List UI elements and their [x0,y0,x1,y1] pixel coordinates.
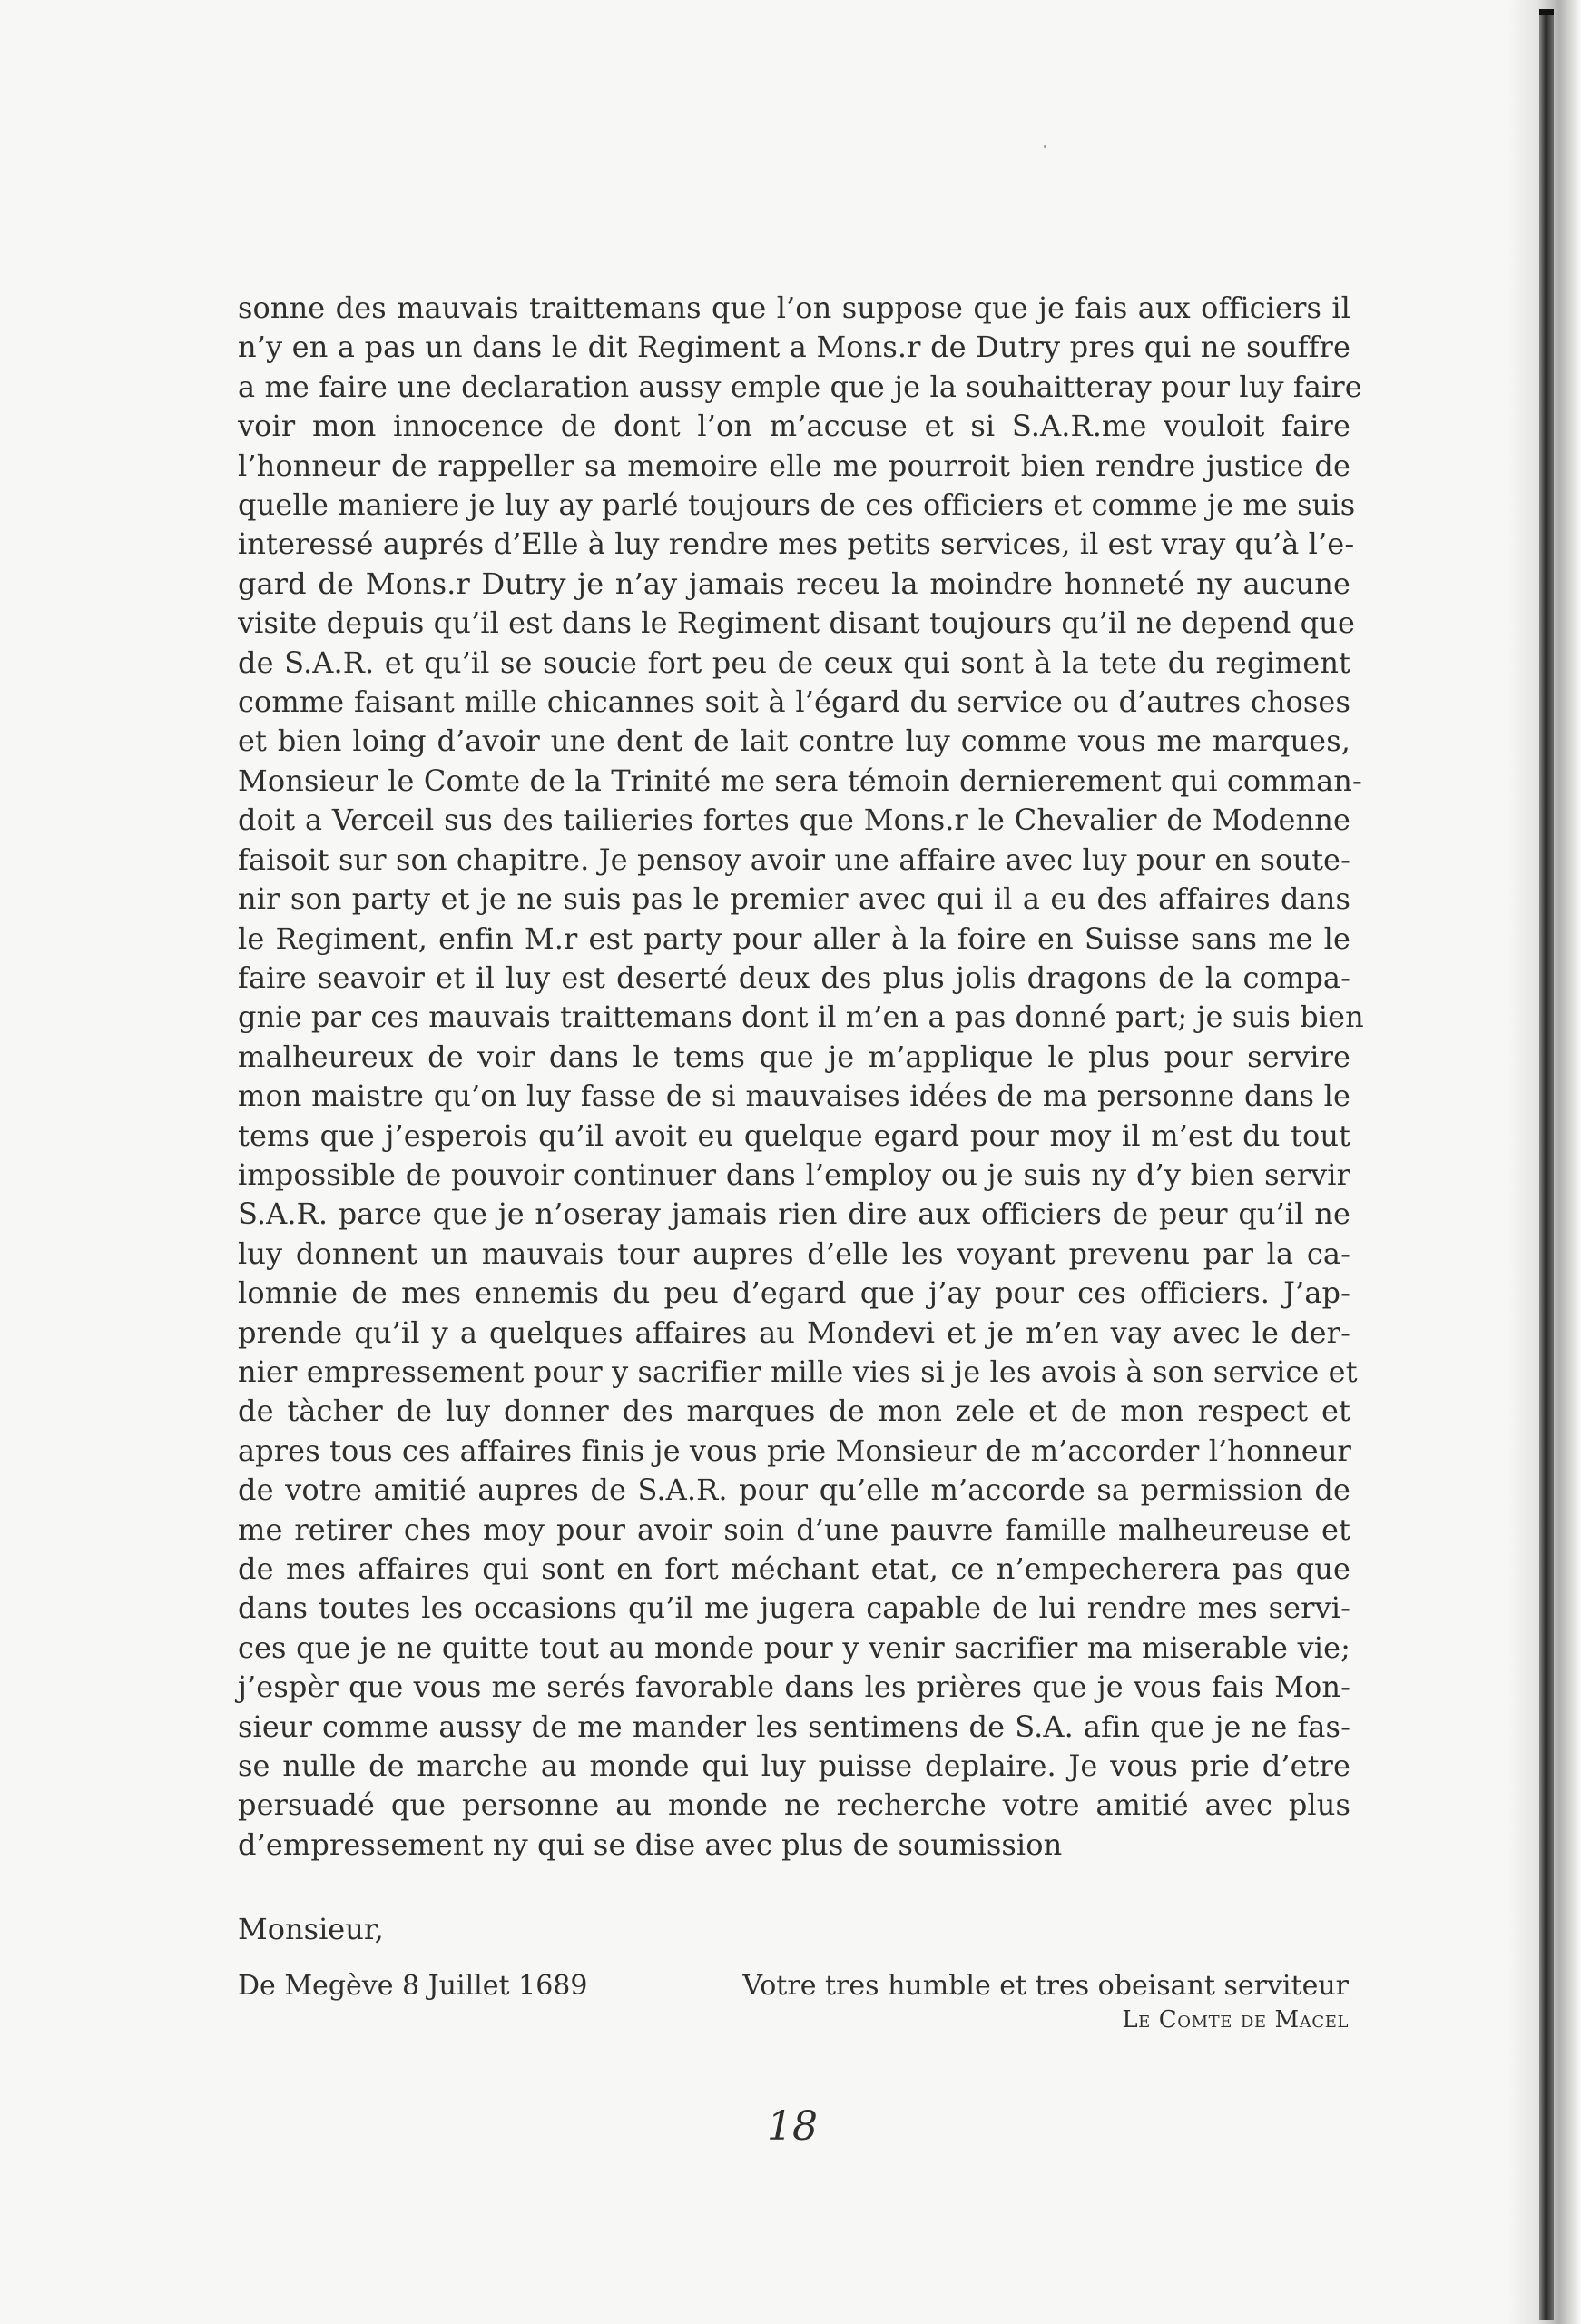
letter-line: Monsieur le Comte de la Trinité me sera témoin dernierement qui comman- [238,763,1362,798]
letter-line: lomnie de mes ennemis du peu d’egard que j’ay pour ces officiers. J’ap- [238,1275,1350,1311]
paper-speck [1044,145,1046,148]
letter-line: dans toutes les occasions qu’il me jugera capable de lui rendre mes servi- [238,1590,1350,1626]
letter-line: faisoit sur son chapitre. Je pensoy avoir une affaire avec luy pour en soute- [238,842,1350,877]
letter-line: faire seavoir et il luy est deserté deux des plus jolis dragons de la compa- [238,960,1350,995]
letter-line: le Regiment, enfin M.r est party pour aller à la foire en Suisse sans me le [238,921,1350,956]
letter-line: comme faisant mille chicannes soit à l’égard du service ou d’autres choses [238,684,1350,720]
letter-line: doit a Verceil sus des tailieries fortes que Mons.r le Chevalier de Modenne [238,803,1350,838]
letter-line: visite depuis qu’il est dans le Regiment disant toujours qu’il ne depend que [238,606,1356,641]
letter-line: a me faire une declaration aussy emple que je la souhaitteray pour luy faire [238,369,1362,404]
letter-line: nier empressement pour y sacrifier mille vies si je les avois à son service et [238,1354,1358,1389]
letter-line: me retirer ches moy pour avoir soin d’une pauvre famille malheureuse et [238,1512,1350,1547]
letter-salutation: Monsieur, [238,1912,384,1946]
letter-signature: Le Comte de Macel [1122,2006,1349,2034]
letter-line: gard de Mons.r Dutry je n’ay jamais receu la moindre honneté ny aucune [238,566,1350,601]
letter-line: S.A.R. parce que je n’oseray jamais rien dire aux officiers de peur qu’il ne [238,1196,1350,1232]
letter-line: apres tous ces affaires finis je vous prie Monsieur de m’accorder l’honneur [238,1433,1351,1468]
letter-line: d’empressement ny qui se dise avec plus de soumission [238,1827,1063,1862]
page-number: 18 [767,2103,818,2150]
letter-line: nir son party et je ne suis pas le premier avec qui il a eu des affaires dans [238,881,1350,917]
letter-line: de mes affaires qui sont en fort méchant etat, ce n’empecherera pas que [238,1551,1350,1586]
letter-line: sieur comme aussy de me mander les sentimens de S.A. afin que je ne fas- [238,1709,1350,1744]
letter-line: se nulle de marche au monde qui luy puisse deplaire. Je vous prie d’etre [238,1748,1350,1784]
letter-date-place: De Megève 8 Juillet 1689 [238,1970,588,2002]
letter-line: gnie par ces mauvais traittemans dont il m’en a pas donné part; je suis bien [238,1000,1364,1035]
letter-line: l’honneur de rappeller sa memoire elle me pourroit bien rendre justice de [238,448,1350,483]
letter-line: luy donnent un mauvais tour aupres d’elle les voyant prevenu par la ca- [238,1236,1350,1271]
letter-line: quelle maniere je luy ay parlé toujours de ces officiers et comme je me suis [238,487,1356,523]
letter-line: de votre amitié aupres de S.A.R. pour qu’elle m’accorde sa permission de [238,1472,1350,1508]
letter-line: mon maistre qu’on luy fasse de si mauvaises idées de ma personne dans le [238,1078,1350,1114]
letter-line: j’espèr que vous me serés favorable dans les prières que je vous fais Mon- [238,1669,1350,1705]
letter-line: et bien loing d’avoir une dent de lait contre luy comme vous me marques, [238,724,1350,759]
letter-line: n’y en a pas un dans le dit Regiment a Mons.r de Dutry pres qui ne souffre [238,330,1350,365]
letter-line: sonne des mauvais traittemans que l’on suppose que je fais aux officiers il [238,290,1350,325]
letter-line: de tàcher de luy donner des marques de mon zele et de mon respect et [238,1393,1350,1429]
letter-line: impossible de pouvoir continuer dans l’employ ou je suis ny d’y bien servir [238,1157,1350,1192]
letter-line: tems que j’esperois qu’il avoit eu quelque egard pour moy il m’est du tout [238,1118,1350,1153]
letter-body [238,289,1364,1865]
letter-line: interessé auprés d’Elle à luy rendre mes petits services, il est vray qu’à l’e- [238,527,1355,562]
letter-line: de S.A.R. et qu’il se soucie fort peu de ceux qui sont à la tete du regiment [238,645,1350,680]
book-spine-edge [1539,9,1554,2320]
letter-line: voir mon innocence de dont l’on m’accuse et si S.A.R.me vouloit faire [238,409,1350,444]
letter-line: persuadé que personne au monde ne recherche votre amitié avec plus [238,1787,1350,1823]
letter-line: prende qu’il y a quelques affaires au Mondevi et je m’en vay avec le der- [238,1315,1350,1350]
letter-line: ces que je ne quitte tout au monde pour y venir sacrifier ma miserable vie; [238,1630,1350,1665]
letter-line: malheureux de voir dans le tems que je m’applique le plus pour servire [238,1039,1350,1074]
letter-closing: Votre tres humble et tres obeisant serviteur [742,1970,1349,2002]
